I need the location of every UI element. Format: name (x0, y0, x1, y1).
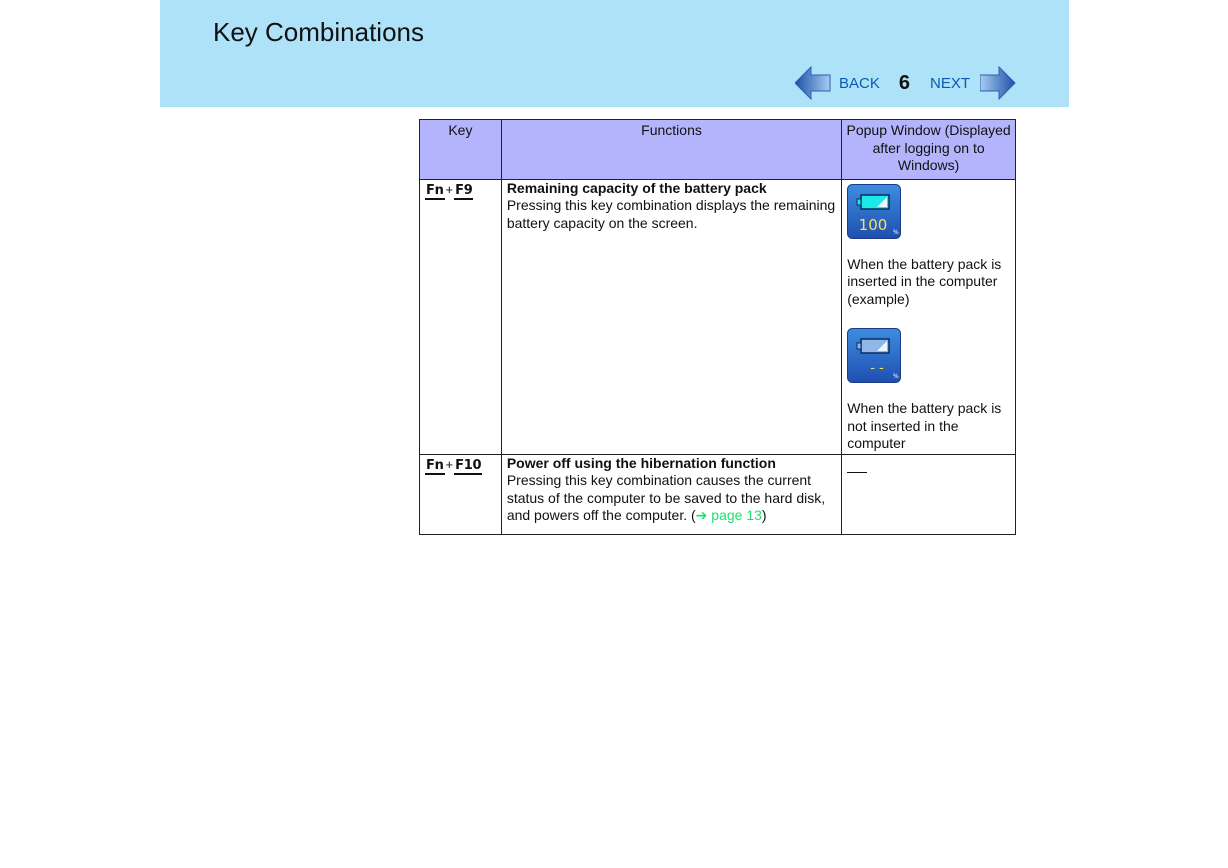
popup-cell (842, 454, 1016, 534)
plus-sign: + (445, 456, 454, 472)
next-label: NEXT (929, 74, 970, 92)
page-number: 6 (898, 71, 910, 94)
fn-key: Fn (426, 457, 444, 473)
f10-key: F10 (455, 457, 482, 473)
back-arrow-icon (795, 66, 831, 100)
fn-key: Fn (426, 182, 444, 198)
header-popup-window: Popup Window (Displayed after logging on to Windows) (842, 120, 1016, 180)
f9-key: F9 (455, 182, 473, 198)
function-title: Power off using the hibernation function (506, 454, 776, 471)
battery-none-icon (847, 328, 901, 383)
battery-none-text: - - (870, 361, 884, 376)
key-cell (420, 179, 502, 454)
next-arrow-icon (980, 66, 1016, 100)
page-title: Key Combinations (213, 17, 424, 47)
popup-cell (842, 179, 1016, 454)
closing-paren: ) (761, 507, 767, 523)
header-banner (160, 0, 1069, 107)
header-functions: Functions (501, 120, 841, 180)
arrow-right-icon: ➔ (695, 507, 708, 523)
plus-sign: + (445, 181, 454, 197)
header-key: Key (420, 120, 502, 180)
page-13-link[interactable] (696, 507, 762, 523)
function-description: Pressing this key combination displays the remaining battery capacity on the screen. (506, 197, 836, 231)
table-row (420, 179, 1016, 454)
function-description-text: Pressing this key combination causes the current status of the computer to be saved to the hard disk, and powers off the computer. ( (506, 472, 826, 523)
popup-caption: When the battery pack is inserted in the computer (example) (847, 255, 1002, 307)
function-description (507, 472, 836, 525)
function-title: Remaining capacity of the battery pack (506, 179, 767, 196)
svg-text:%: % (893, 228, 899, 236)
function-cell (501, 179, 841, 454)
table-header-row (420, 120, 1016, 180)
key-combinations-table (419, 119, 1016, 535)
key-cell (420, 454, 502, 534)
function-cell (501, 454, 841, 534)
no-popup-dash (847, 462, 867, 473)
svg-text:%: % (893, 373, 899, 380)
page-navigation (795, 64, 1016, 102)
back-label: BACK (839, 74, 880, 92)
back-button[interactable] (795, 66, 880, 100)
battery-percent-text: 100 (858, 215, 888, 234)
battery-100-icon (847, 184, 901, 239)
page-link-text: page 13 (711, 507, 762, 523)
table-row (420, 454, 1016, 534)
next-button[interactable] (930, 66, 1016, 100)
popup-caption: When the battery pack is not inserted in the computer (847, 400, 1002, 451)
